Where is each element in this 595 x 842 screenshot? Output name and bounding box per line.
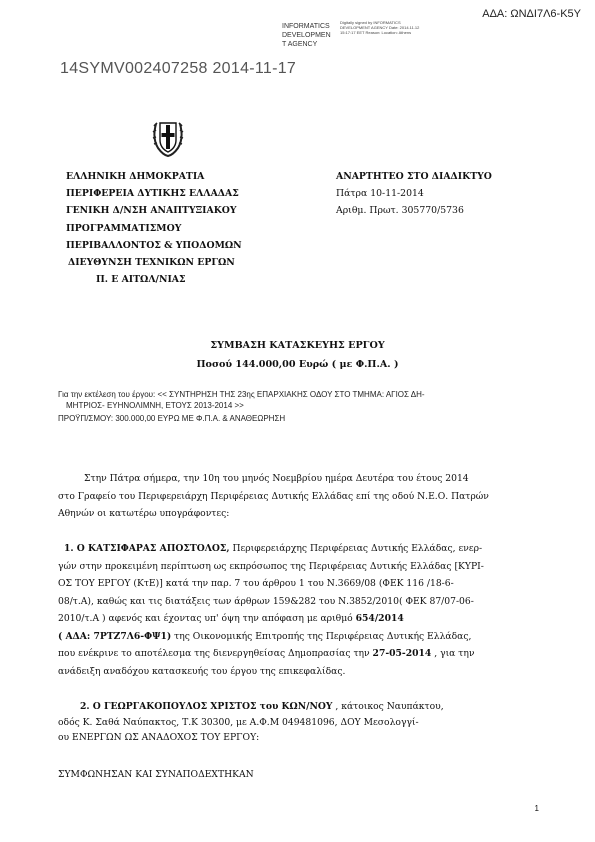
project-line: ΜΗΤΡΙΟΣ- ΕΥΗΝΟΛΙΜΝΗ, ΕΤΟΥΣ 2013-2014 >>: [66, 401, 244, 410]
party-two-name: 2. Ο ΓΕΩΡΓΑΚΟΠΟΥΛΟΣ ΧΡΙΣΤΟΣ του ΚΩΝ/ΝΟΥ: [80, 701, 333, 712]
posting-header: [336, 168, 492, 220]
party-two-text: , κάτοικος Ναυπάκτου,: [332, 701, 444, 712]
signature-details: Digitally signed by INFORMATICS DEVELOPMENT AGENCY Date: 2014.11.12 15:17:17 EET Reason: Location: Athens: [340, 20, 420, 35]
auction-date: 27-05-2014: [372, 648, 432, 659]
party-one-text: ΟΣ ΤΟΥ ΕΡΓΟΥ (ΚτΕ)] κατά την παρ. 7 του άρθρου 1 του Ν.3669/08 (ΦΕΚ 116 /18-6-: [58, 578, 454, 589]
project-description: [58, 389, 548, 424]
intro-paragraph: [58, 470, 548, 523]
contract-title: ΣΥΜΒΑΣΗ ΚΑΤΑΣΚΕΥΗΣ ΕΡΓΟΥ: [210, 340, 385, 351]
party-one-text: 08/τ.Α), καθώς και τις διατάξεις των άρθρων 159&282 του Ν.3852/2010( ΦΕΚ 87/07-06-: [58, 595, 474, 607]
party-two-text: οδός Κ. Σαθά Ναύπακτος, Τ.Κ 30300, με Α.Φ.Μ 049481096, ΔΟΥ Μεσολογγί-: [58, 716, 419, 728]
party-one-text: 2010/τ.Α ) αφενός και έχοντας υπ' όψη την απόφαση με αριθμό: [58, 613, 356, 624]
protocol-number: Αριθμ. Πρωτ. 305770/5736: [336, 205, 464, 217]
intro-line: Στην Πάτρα σήμερα, την 10η του μηνός Νοεμβρίου ημέρα Δευτέρα του έτους 2014: [84, 473, 469, 484]
signature-agency-line: T AGENCY: [282, 41, 318, 48]
issuer-header: [66, 168, 242, 288]
party-one-name: 1. Ο ΚΑΤΣΙΦΑΡΑΣ ΑΠΟΣΤΟΛΟΣ,: [64, 543, 230, 554]
party-one: [58, 540, 548, 680]
issuer-line: ΠΡΟΓΡΑΜΜΑΤΙΣΜΟΥ: [66, 222, 182, 234]
party-two: [58, 698, 548, 747]
intro-line: Αθηνών οι κατωτέρω υπογράφοντες:: [58, 508, 230, 519]
project-budget: ΠΡΟΫΠ/ΣΜΟΥ: 300.000,00 ΕΥΡΩ ΜΕ Φ.Π.Α. & ΑΝΑΘΕΩΡΗΣΗ: [58, 414, 286, 423]
issuer-line: ΠΕΡΙΒΑΛΛΟΝΤΟΣ & ΥΠΟΔΟΜΩΝ: [66, 239, 242, 251]
issuer-line: ΠΕΡΙΦΕΡΕΙΑ ΔΥΤΙΚΗΣ ΕΛΛΑΔΑΣ: [66, 188, 239, 200]
issuer-line: ΕΛΛΗΝΙΚΗ ΔΗΜΟΚΡΑΤΙΑ: [66, 171, 205, 182]
party-one-text: γών στην προκειμένη περίπτωση ως εκπρόσωπος της Περιφέρειας Δυτικής Ελλάδας [ΚΥΡΙ-: [58, 560, 484, 572]
party-one-text: Περιφερειάρχης Περιφέρειας Δυτικής Ελλάδας, ενερ-: [229, 543, 483, 554]
agreement-heading: ΣΥΜΦΩΝΗΣΑΝ ΚΑΙ ΣΥΝΑΠΟΔΕΧΤΗΚΑΝ: [58, 769, 254, 780]
intro-line: στο Γραφείο του Περιφερειάρχη Περιφέρειας Δυτικής Ελλάδας επί της οδού Ν.Ε.Ο. Πατρών: [58, 490, 489, 502]
signature-agency-line: INFORMATICS: [282, 23, 330, 30]
project-line: Για την εκτέλεση του έργου: << ΣΥΝΤΗΡΗΣΗ ΤΗΣ 23ης ΕΠΑΡΧΙΑΚΗΣ ΟΔΟΥ ΣΤΟ ΤΜΗΜΑ: ΑΓΙΟΣ ΔΗ-: [58, 390, 425, 399]
page-number: 1: [534, 804, 539, 813]
signature-agency: [282, 22, 332, 49]
hellenic-emblem-icon: [150, 118, 186, 158]
party-two-text: ου ΕΝΕΡΓΩΝ ΩΣ ΑΝΑΔΟΧΟΣ ΤΟΥ ΕΡΓΟΥ:: [58, 732, 260, 743]
ada-code: ΑΔΑ: ΩΝΔΙ7Λ6-Κ5Υ: [482, 8, 581, 20]
decision-ada: ( ΑΔΑ: 7ΡΤΖ7Λ6-ΦΨ1): [58, 630, 172, 642]
issuer-line: ΔΙΕΥΘΥΝΣΗ ΤΕΧΝΙΚΩΝ ΕΡΓΩΝ: [68, 257, 235, 269]
issuer-line: ΓΕΝΙΚΗ Δ/ΝΣΗ ΑΝΑΠΤΥΞΙΑΚΟΥ: [66, 205, 237, 217]
contract-amount: Ποσού 144.000,00 Ευρώ ( με Φ.Π.Α. ): [196, 359, 399, 370]
party-one-text: της Οικονομικής Επιτροπής της Περιφέρειας Δυτικής Ελλάδας,: [171, 630, 472, 642]
place-date: Πάτρα 10-11-2014: [336, 188, 424, 200]
posting-notice: ΑΝΑΡΤΗΤΕΟ ΣΤΟ ΔΙΑΔΙΚΤΥΟ: [336, 171, 492, 182]
party-one-text: που ενέκρινε το αποτέλεσμα της διενεργηθείσας Δημοπρασίας την: [58, 648, 373, 659]
document-id: 14SYMV002407258 2014-11-17: [60, 60, 297, 77]
party-one-text: , για την: [431, 648, 475, 659]
party-one-text: ανάδειξη αναδόχου κατασκευής του έργου της επικεφαλίδας.: [58, 665, 346, 677]
decision-number: 654/2014: [355, 613, 404, 624]
signature-agency-line: DEVELOPMEN: [282, 32, 331, 39]
issuer-line: Π. Ε ΑΙΤΩΛ/ΝΙΑΣ: [96, 274, 186, 286]
